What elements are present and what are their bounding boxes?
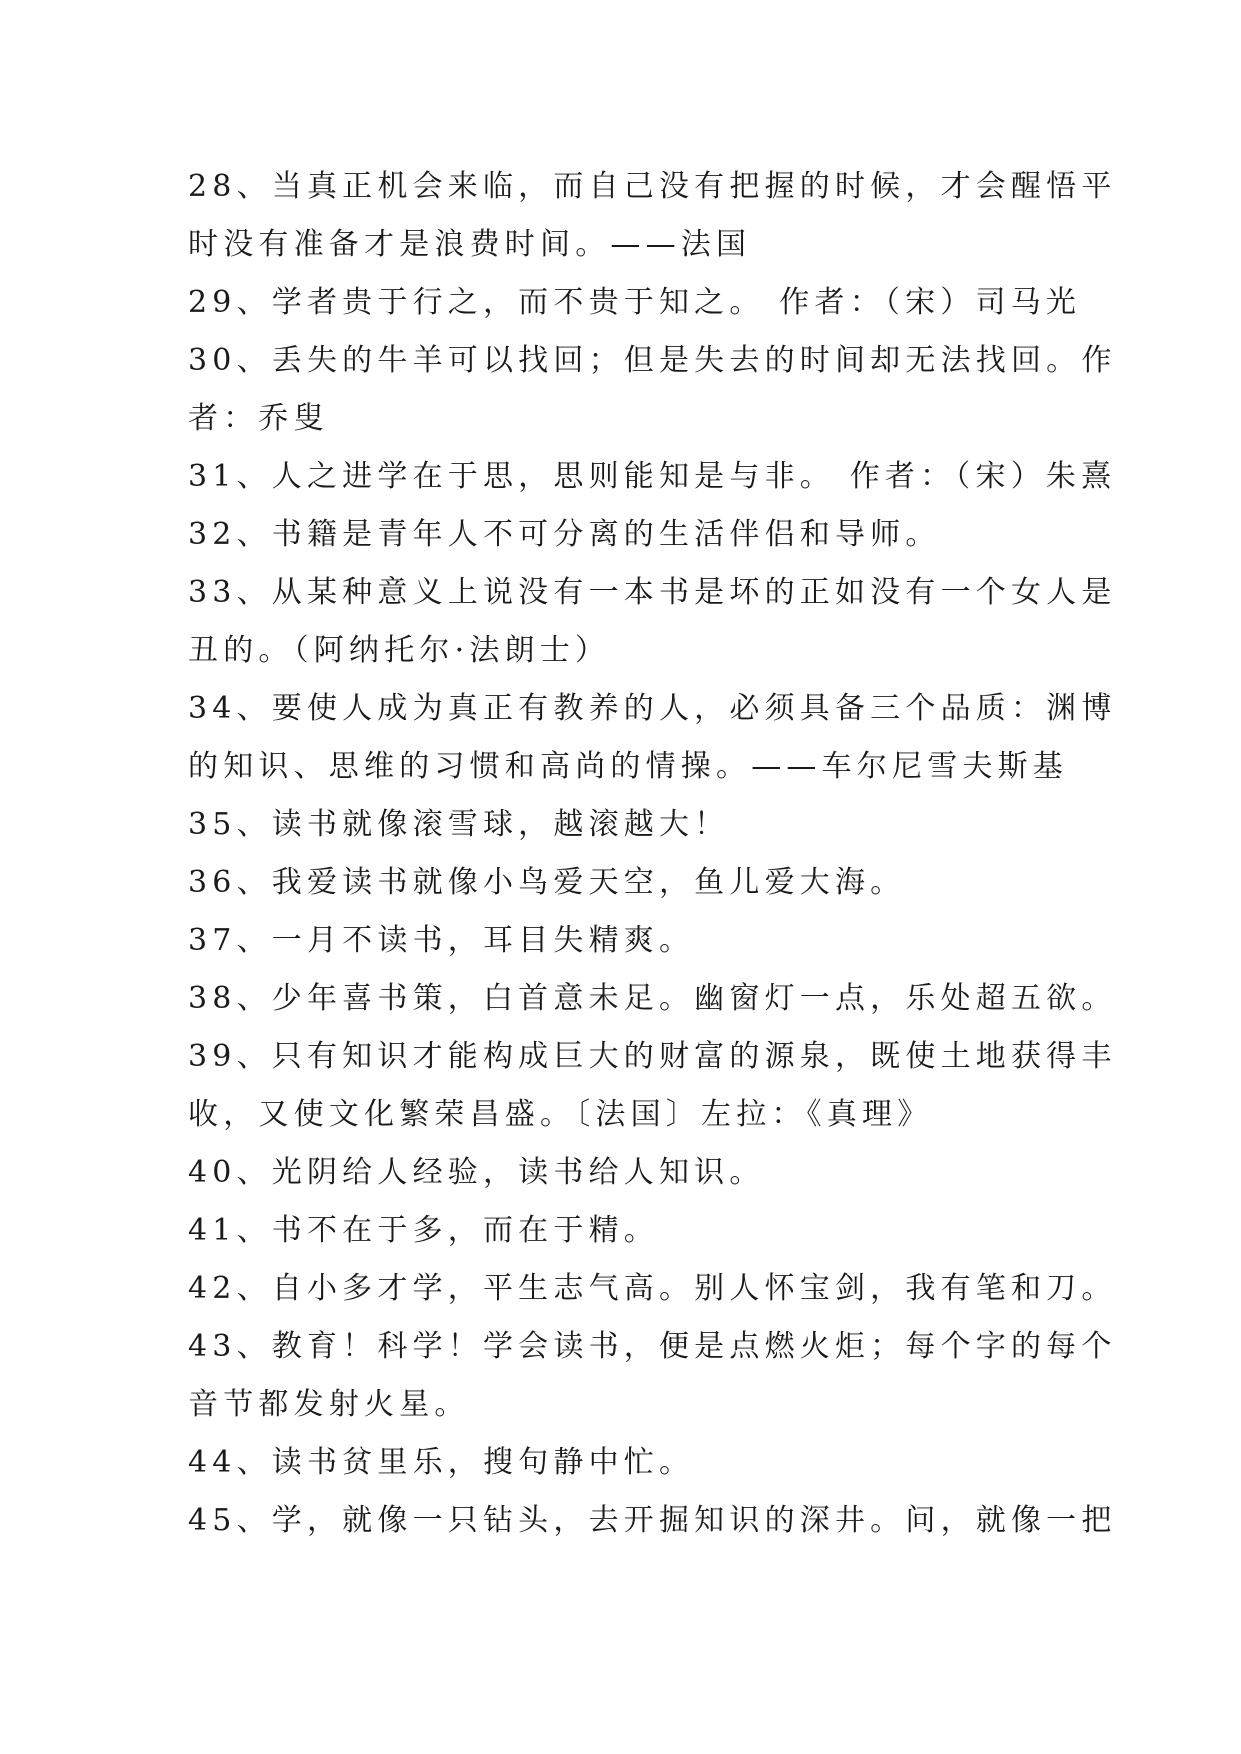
text-line: 40、光阴给人经验，读书给人知识。 [188,1155,765,1190]
text-line: 30、丢失的牛羊可以找回；但是失去的时间却无法找回。作 [188,343,1117,378]
text-line: 37、一月不读书，耳目失精爽。 [188,923,695,958]
text-line: 34、要使人成为真正有教养的人，必须具备三个品质：渊博 [188,691,1117,726]
text-line: 35、读书就像滚雪球，越滚越大！ [188,807,730,842]
text-line: 36、我爱读书就像小鸟爱天空，鱼儿爱大海。 [188,865,906,900]
quote-list [188,158,1117,1550]
text-line: 33、从某种意义上说没有一本书是坏的正如没有一个女人是 [188,575,1117,610]
text-line: 38、少年喜书策，白首意未足。幽窗灯一点，乐处超五欲。 [188,981,1117,1016]
text-line: 丑的。（阿纳托尔·法朗士） [188,633,611,668]
text-line: 29、学者贵于行之，而不贵于知之。 作者：（宋）司马光 [188,285,1082,320]
text-line: 28、当真正机会来临，而自己没有把握的时候，才会醒悟平 [188,169,1117,204]
text-line: 43、教育！科学！学会读书，便是点燃火炬；每个字的每个 [188,1329,1117,1364]
text-line: 39、只有知识才能构成巨大的财富的源泉，既使土地获得丰 [188,1039,1117,1074]
text-line: 42、自小多才学，平生志气高。别人怀宝剑，我有笔和刀。 [188,1271,1117,1306]
text-line: 32、书籍是青年人不可分离的生活伴侣和导师。 [188,517,941,552]
text-line: 者：乔叟 [188,401,329,436]
text-line: 31、人之进学在于思，思则能知是与非。 作者：（宋）朱熹 [188,459,1117,494]
text-line: 41、书不在于多，而在于精。 [188,1213,659,1248]
text-line: 收，又使文化繁荣昌盛。〔法国〕左拉：《真理》 [188,1097,933,1132]
text-line: 44、读书贫里乐，搜句静中忙。 [188,1445,695,1480]
text-line: 时没有准备才是浪费时间。——法国 [188,227,752,262]
text-line: 45、学，就像一只钻头，去开掘知识的深井。问，就像一把 [188,1503,1117,1538]
text-line: 音节都发射火星。 [188,1387,470,1422]
text-line: 的知识、思维的习惯和高尚的情操。——车尔尼雪夫斯基 [188,749,1068,784]
